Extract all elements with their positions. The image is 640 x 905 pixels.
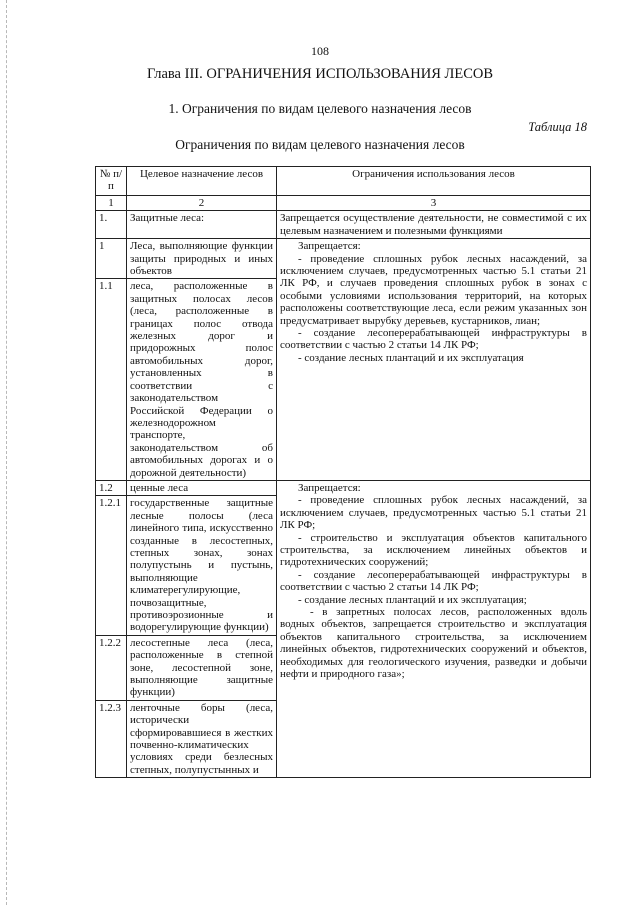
table-row (96, 480, 591, 495)
restriction-line: - строительство и эксплуатация объектов капитального строительства, за исключением линейных объектов и гидротехнических сооружений; (280, 531, 587, 569)
row-number: 1. (96, 211, 127, 239)
restriction-line: - создание лесных плантаций и их эксплуатация (298, 351, 524, 364)
restrictions-table (95, 166, 591, 778)
restriction-line: - создание лесоперерабатывающей инфраструктуры в соответствии с частью 2 статьи 14 ЛК РФ; (280, 327, 587, 352)
restriction-line: Запрещается: (298, 240, 361, 253)
restriction-line: - создание лесных плантаций и их эксплуатация; (298, 593, 527, 606)
table-caption: Ограничения по видам целевого назначения лесов (175, 137, 465, 152)
section-title: 1. Ограничения по видам целевого назначения лесов (168, 101, 472, 116)
table-row (96, 239, 591, 279)
table-row (96, 211, 591, 239)
row-purpose: государственные защитные лесные полосы (леса линейного типа, искусственно созданные в лесостепных, степных зонах, зонах полупустынь и пустынь, выполняющие климатерегулирующие, почвозащитные, противоэрозионные и водорегулирующие функции) (127, 496, 277, 635)
restriction-line: - проведение сплошных рубок лесных насаждений, за исключением случаев, предусмотренных частью 5.1 статьи 21 ЛК РФ, и случаев проведения сплошных рубок в зонах с особыми условиями использования территорий, на которых расположены соответствующие леса, если режим указанных зон предусматривает вырубку деревьев, кустарников, лиан; (280, 252, 587, 327)
row-purpose: Защитные леса: (127, 211, 277, 239)
table-header-row (96, 167, 591, 196)
row-purpose: ленточные боры (леса, исторически сформировавшиеся в жестких почвенно-климатических условиях среди безлесных степных, полупустынных и (127, 700, 277, 777)
restriction-line: Запрещается: (298, 481, 361, 494)
row-number: 1.2.1 (96, 496, 127, 635)
row-restrictions: Запрещается осуществление деятельности, не совместимой с их целевым назначением и полезными функциями (277, 211, 591, 239)
row-restrictions (277, 480, 591, 777)
row-number: 1 (96, 239, 127, 279)
row-number: 1.2.2 (96, 635, 127, 700)
page-number: 108 (311, 44, 329, 58)
restriction-line: - проведение сплошных рубок лесных насаждений, за исключением случаев, предусмотренных частью 5.1 статьи 21 ЛК РФ; (280, 494, 587, 532)
restriction-line: - создание лесоперерабатывающей инфраструктуры в соответствии с частью 2 статьи 14 ЛК РФ; (280, 568, 587, 594)
row-number: 1.2 (96, 480, 127, 495)
restriction-line: - в запретных полосах лесов, расположенных вдоль водных объектов, запрещается строительство и эксплуатация объектов капитального строительства, за исключением линейных объектов, гидротехнических сооружений и объектов, необходимых для геологического изучения, разведки и добычи нефти и природного газа»; (280, 606, 587, 681)
table-label: Таблица 18 (528, 120, 587, 134)
chapter-title: Глава III. ОГРАНИЧЕНИЯ ИСПОЛЬЗОВАНИЯ ЛЕСОВ (146, 66, 494, 82)
row-purpose: леса, расположенные в защитных полосах лесов (леса, расположенные в границах полос отвода железных дорог и придорожных полос автомобильных дорог, установленных в соответствии с законодательством Российской Федерации о железнодорожном транспорте, законодательством об автомобильных дорогах и о дорожной деятельности) (127, 279, 277, 481)
column-number-row (96, 196, 591, 211)
row-number: 1.2.3 (96, 700, 127, 777)
row-restrictions (277, 239, 591, 481)
column-number: 2 (127, 196, 277, 211)
row-purpose: Леса, выполняющие функции защиты природных и иных объектов (127, 239, 277, 279)
row-number: 1.1 (96, 279, 127, 481)
row-purpose: лесостепные леса (леса, расположенные в степной зоне, лесостепной зоне, выполняющие защитные функции) (127, 635, 277, 700)
header-restrictions: Ограничения использования лесов (277, 167, 591, 196)
header-number: № п/п (96, 167, 127, 196)
header-purpose: Целевое назначение лесов (127, 167, 277, 196)
column-number: 1 (96, 196, 127, 211)
row-purpose: ценные леса (127, 480, 277, 495)
scan-margin-line (6, 0, 7, 905)
column-number: 3 (277, 196, 591, 211)
